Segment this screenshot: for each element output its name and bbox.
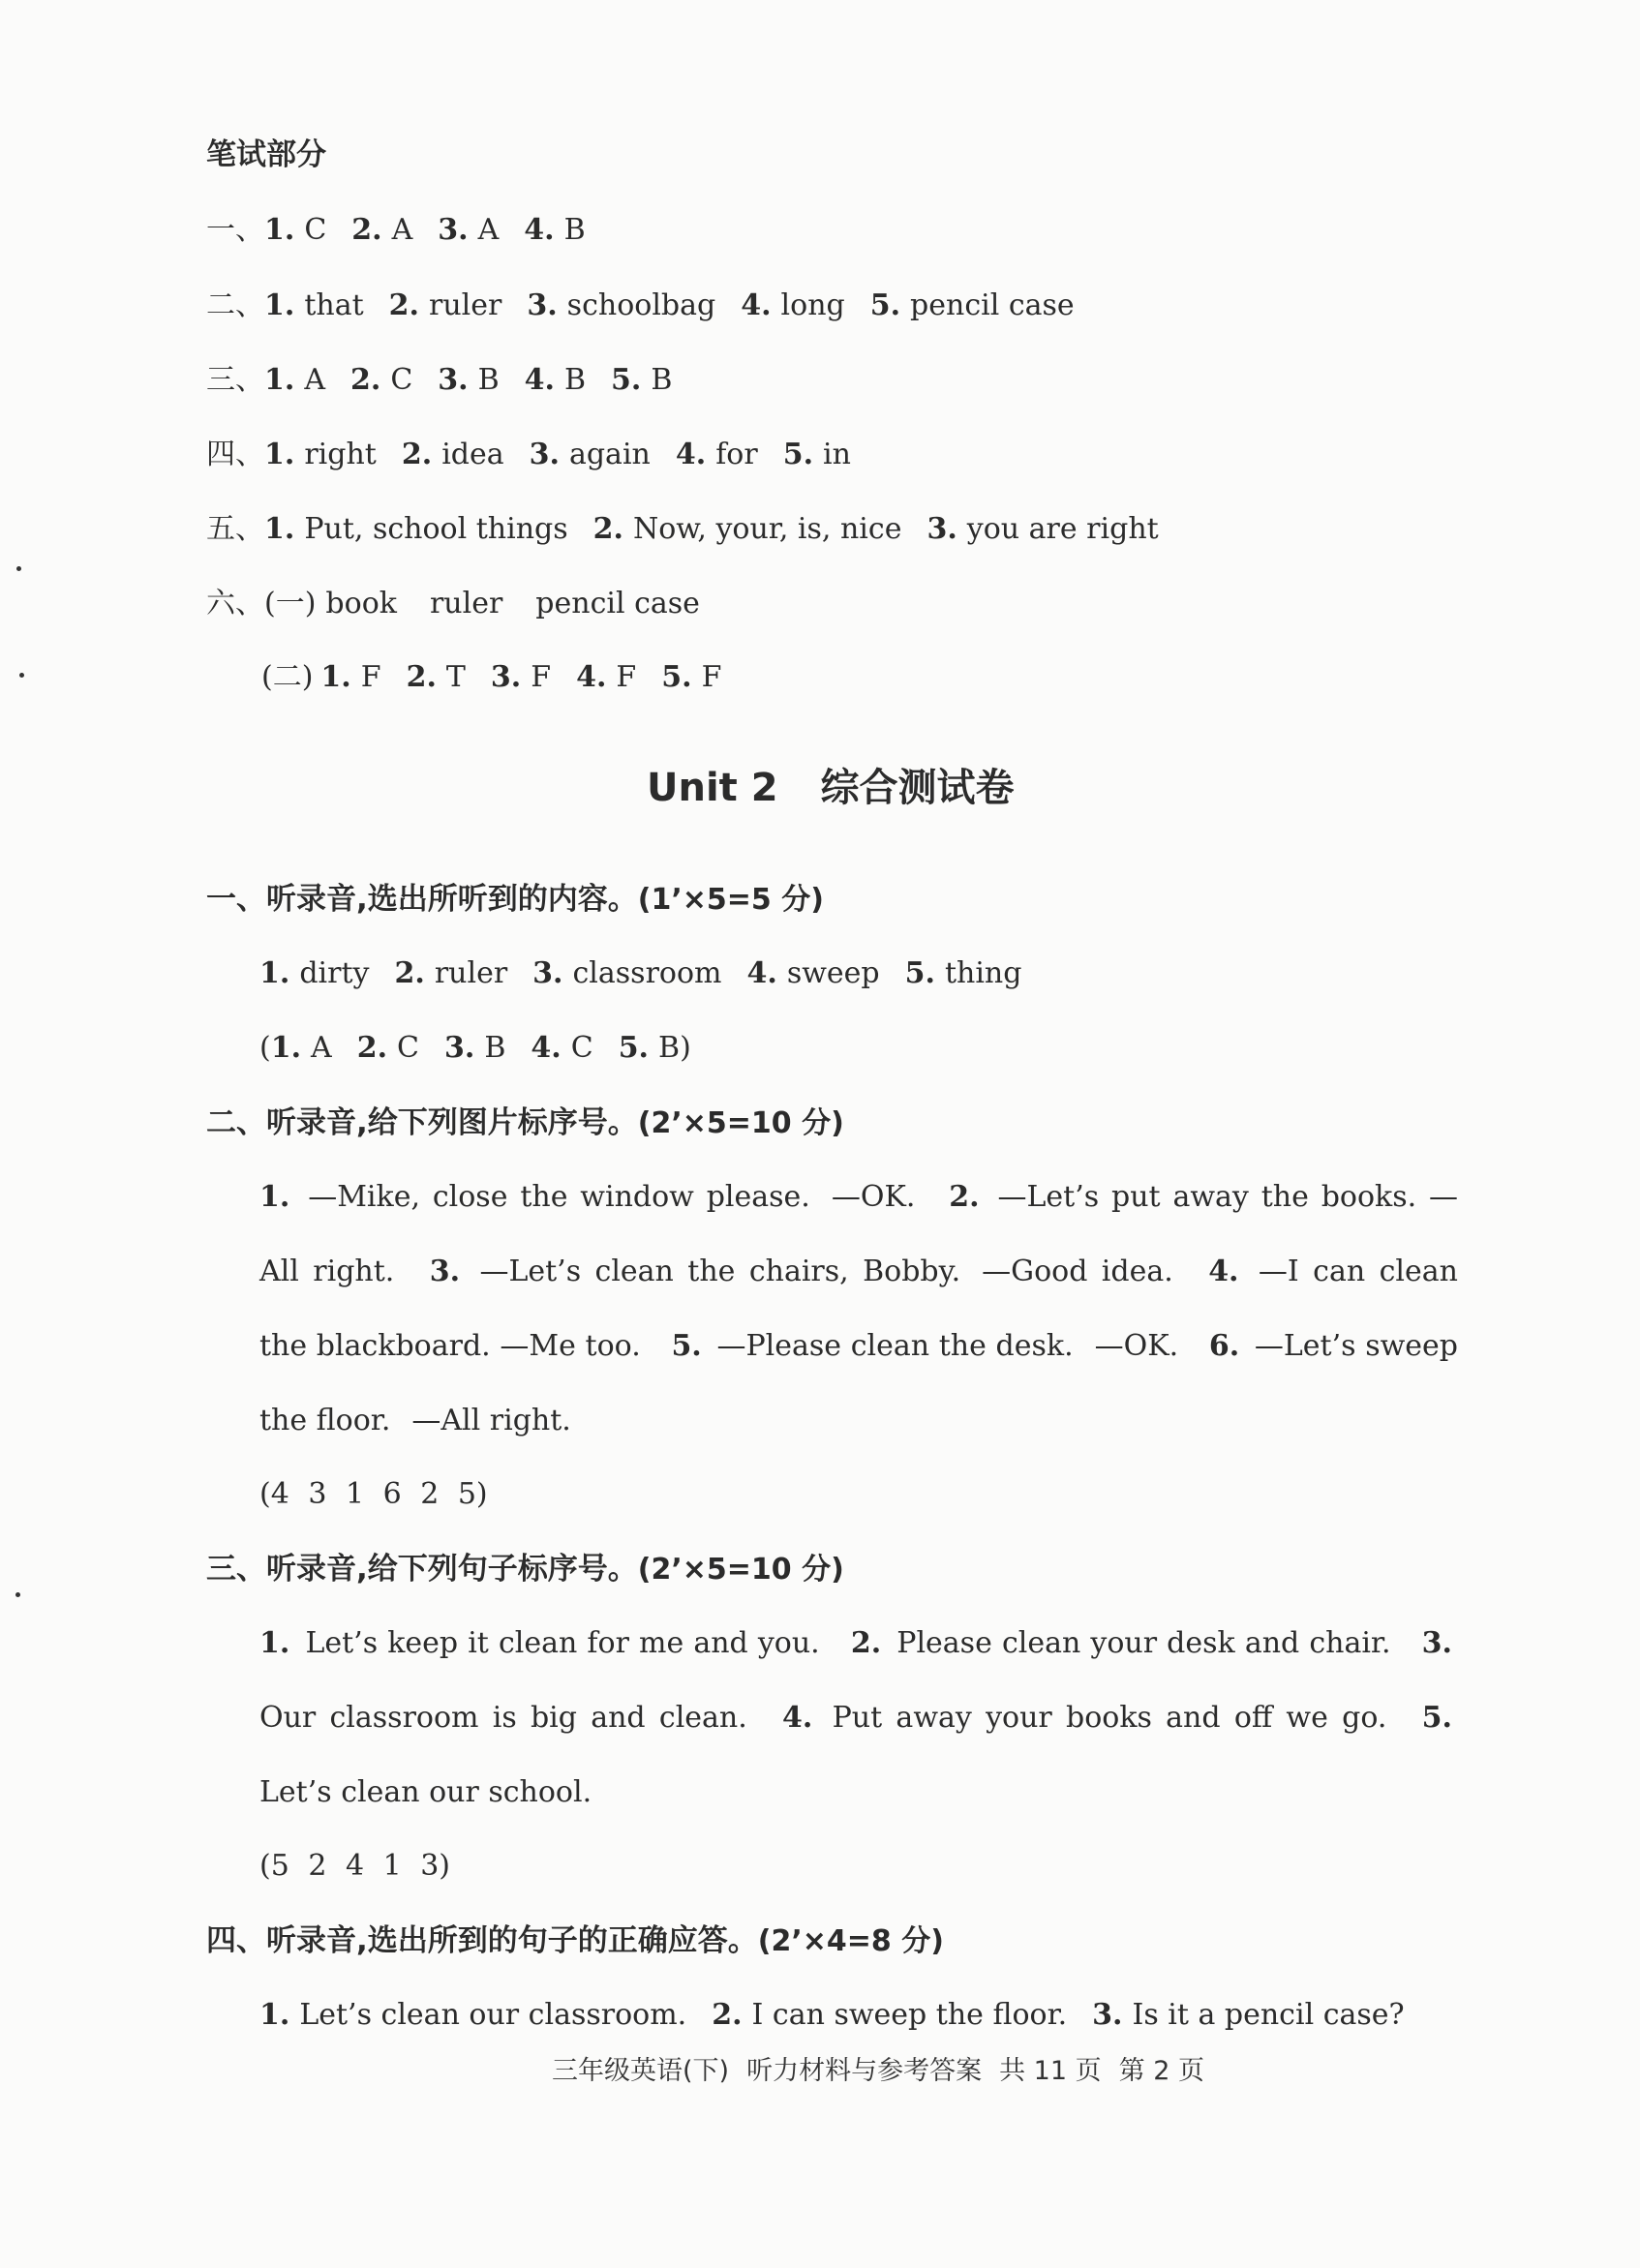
q1-heading: 一、听录音,选出所听到的内容。(1’×5=5 分) [206, 882, 824, 917]
answer-row-6b: (二) 1. F 2. T 3. F 4. F 5. F [261, 660, 722, 694]
q2-script: 1. —Mike, close the window please. —OK. 2. —Let’s put away the books. —All right. 3. —Let’s clean the chairs, Bobby. —Good idea. 4. —I can clean the blackboard. —Me too. 5. —Please clean the desk. —OK. 6. —Let’s sweep the floor. —All right. [259, 1180, 1459, 1437]
answer-row-4: 四、1. right 2. idea 3. again 4. for 5. in [206, 438, 851, 471]
row-label: 一、 [206, 213, 264, 247]
q2-answer: (4 3 1 6 2 5) [259, 1477, 488, 1511]
written-section-heading: 笔试部分 [206, 137, 326, 172]
q1-script: 1. dirty 2. ruler 3. classroom 4. sweep 5. thing [259, 956, 1022, 990]
scan-speck [15, 1592, 20, 1597]
q3-answer: (5 2 4 1 3) [259, 1849, 450, 1883]
unit-title: Unit 2 综合测试卷 [647, 766, 1015, 810]
q3-script: 1. Let’s keep it clean for me and you. 2. Please clean your desk and chair. 3. Our classroom is big and clean. 4. Put away your books and off we go. 5. Let’s clean our school. [259, 1626, 1452, 1809]
answer-row-3: 三、1. A 2. C 3. B 4. B 5. B [206, 363, 673, 397]
row-label: 五、 [206, 512, 264, 546]
row-label: 二、 [206, 288, 264, 322]
q4-script: 1. Let’s clean our classroom. 2. I can sweep the floor. 3. Is it a pencil case? [259, 1998, 1405, 2032]
q1-answer: (1. A 2. C 3. B 4. C 5. B) [259, 1031, 691, 1065]
q2-heading: 二、听录音,给下列图片标序号。(2’×5=10 分) [206, 1105, 844, 1140]
answer-row-2: 二、1. that 2. ruler 3. schoolbag 4. long 5. pencil case [206, 288, 1075, 322]
scan-speck [19, 673, 24, 678]
scan-speck [16, 566, 21, 571]
row-label: 六、 [206, 587, 264, 620]
row-label: 三、 [206, 363, 264, 397]
answer-row-1: 一、1. C 2. A 3. A 4. B [206, 213, 586, 247]
q4-heading: 四、听录音,选出所到的句子的正确应答。(2’×4=8 分) [206, 1923, 944, 1958]
answer-row-6: 六、(一) book ruler pencil case [206, 587, 700, 620]
answer-row-5: 五、1. Put, school things 2. Now, your, is, nice 3. you are right [206, 512, 1159, 546]
q3-heading: 三、听录音,给下列句子标序号。(2’×5=10 分) [206, 1552, 844, 1587]
row-label: 四、 [206, 438, 264, 471]
page-footer: 三年级英语(下) 听力材料与参考答案 共 11 页 第 2 页 [552, 2056, 1204, 2086]
